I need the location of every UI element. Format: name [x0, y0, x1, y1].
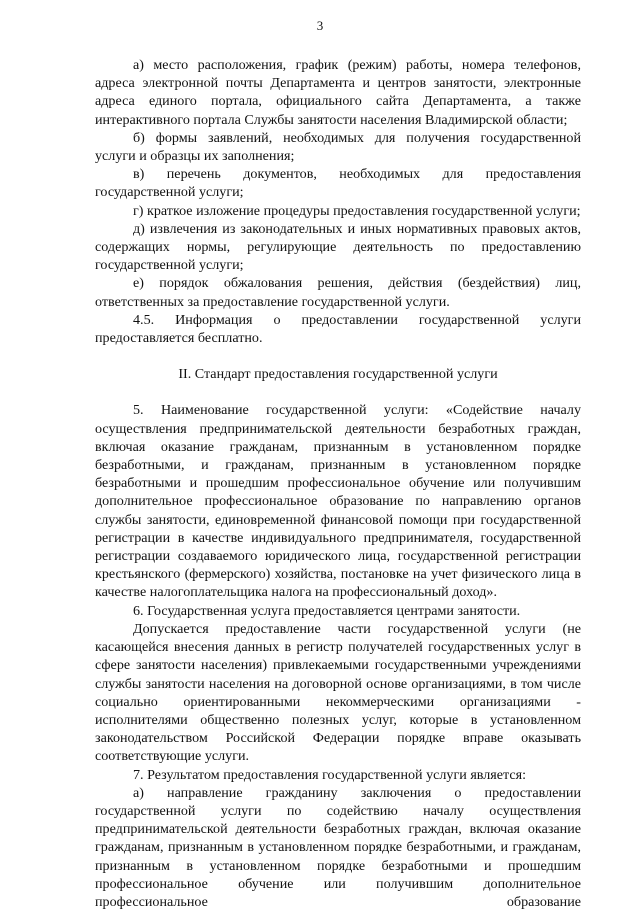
paragraph-item-e: е) порядок обжалования решения, действия (бездействия) лиц, ответственных за предоставление государственной услуги.: [95, 275, 581, 310]
paragraph-7: 7. Результатом предоставления государственной услуги является:: [133, 766, 527, 783]
paragraph-item-b: б) формы заявлений, необходимых для получения государственной услуги и образцы их заполнения;: [95, 129, 581, 165]
document-body: [95, 56, 581, 911]
paragraph-4-5: 4.5. Информация о предоставлении государственной услуги предоставляется бесплатно.: [95, 311, 581, 347]
paragraph-item-v: в) перечень документов, необходимых для предоставления государственной услуги;: [95, 166, 581, 201]
paragraph-6-part: Допускается предоставление части государственной услуги (не касающейся внесения данных в регистр получателей государственных услуг в сфере занятости населения) привлекаемыми государственными учреждениями службы занятости населения на договорной основе организациями, в том числе социально ориентированными некоммерческими организациями - исполнителями общественно полезных услуг, которые в установленном законодательством Российской Федерации порядке вправе оказывать соответствующие услуги.: [95, 620, 581, 765]
section-title: II. Стандарт предоставления государственной услуги: [178, 366, 498, 383]
paragraph-item-d: д) извлечения из законодательных и иных нормативных правовых актов, содержащих нормы, регулирующие деятельность по предоставлению государственной услуги;: [95, 220, 581, 274]
paragraph-item-a: а) место расположения, график (режим) работы, номера телефонов, адреса электронной почты Департамента и центров занятости, электронные адреса единого портала, официального сайта Департамента, а также интерактивного портала Службы занятости населения Владимирской области;: [95, 57, 581, 128]
paragraph-7-a: а) направление гражданину заключения о предоставлении государственной услуги по содействию началу осуществления предпринимательской деятельности безработных граждан, включая оказание гражданам, признанным в установленном порядке безработными, и гражданам, признанным в установленном порядке безработными и прошедшим профессиональное обучение или получившим дополнительное профессиональное образование: [95, 784, 581, 910]
paragraph-6: 6. Государственная услуга предоставляется центрами занятости.: [133, 602, 521, 619]
paragraph-5: 5. Наименование государственной услуги: «Содействие началу осуществления предпринимательской деятельности безработных граждан, включая оказание гражданам, признанным в установленном порядке безработными, и гражданам, признанным в установленном порядке безработными и прошедшим профессиональное обучение или получившим дополнительное профессиональное образование по направлению органов службы занятости, единовременной финансовой помощи при государственной регистрации в качестве индивидуального предпринимателя, государственной регистрации создаваемого юридического лица, государственной регистрации крестьянского (фермерского) хозяйства, постановке на учет физического лица в качестве налогоплательщика налога на профессиональный доход».: [95, 402, 581, 601]
page-number: 3: [316, 18, 324, 33]
paragraph-item-g: г) краткое изложение процедуры предоставления государственной услуги;: [133, 202, 581, 219]
